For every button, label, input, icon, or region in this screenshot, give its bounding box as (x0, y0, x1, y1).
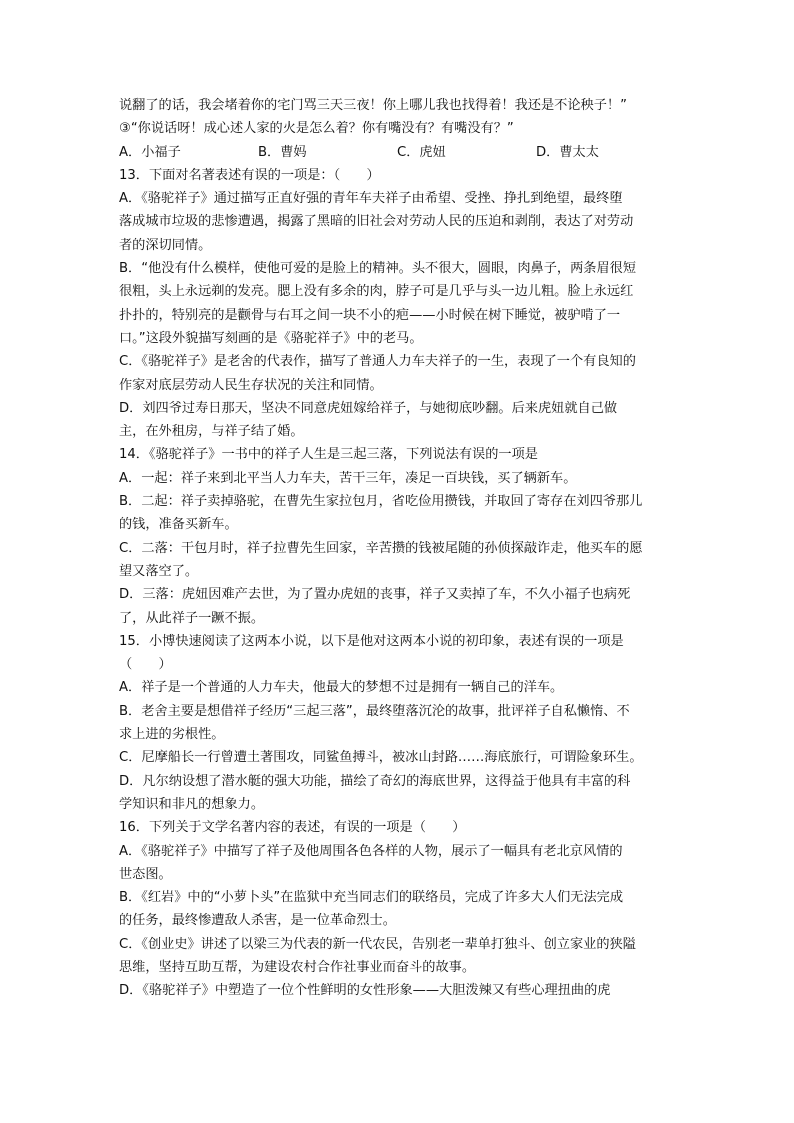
text-line: 口。”这段外貌描写刻画的是《骆驼祥子》中的老马。 (119, 330, 423, 346)
text-line: 思维，坚持互助互帮，为建设农村合作社事业而奋斗的故事。 (119, 959, 476, 975)
text-line: A．《骆驼祥子》通过描写正直好强的青年车夫祥子由希望、受挫、挣扎到绝望，最终堕 (119, 191, 623, 207)
text-line: ③“你说话呀！成心述人家的火是怎么着？你有嘴没有？有嘴没有？” (119, 121, 514, 137)
text-line: 的钱，准备买新车。 (119, 517, 238, 533)
text-line: C．《骆驼祥子》是老舍的代表作，描写了普通人力车夫祥子的一生，表现了一个有良知的 (119, 354, 636, 370)
question-13-stem: 13．下面对名著表述有误的一项是：（ ） (119, 167, 380, 183)
text-line: 扑扑的，特别亮的是颧骨与右耳之间一块不小的疤——小时候在树下睡觉，被驴啃了一 (119, 307, 621, 323)
text-line: 很粗，头上永远剃的发亮。腮上没有多余的肉，脖子可是几乎与头一边儿粗。脸上永远红 (119, 284, 634, 300)
text-line: C．《创业史》讲述了以梁三为代表的新一代农民，告别老一辈单打独斗、创立家业的狭隘 (119, 936, 636, 952)
text-line: 者的深切同情。 (119, 237, 212, 253)
document-page (119, 94, 679, 1003)
option-a: A．小福子 (119, 144, 181, 160)
option-b: B．曹妈 (258, 144, 307, 160)
text-line: 世态图。 (119, 866, 172, 882)
text-line: 主，在外租房，与祥子结了婚。 (119, 424, 304, 440)
text-line: 望又落空了。 (119, 563, 199, 579)
text-line: B．《红岩》中的“小萝卜头”在监狱中充当同志们的联络员，完成了许多大人们无法完成 (119, 890, 624, 906)
text-line: B．“他没有什么模样，使他可爱的是脸上的精神。头不很大，圆眼，肉鼻子，两条眉很短 (119, 261, 637, 277)
text-line: B．老舍主要是想借祥子经历“三起三落”，最终堕落沉沦的故事，批评祥子自私懒惰、不 (119, 703, 630, 719)
text-line: 的任务，最终惨遭敌人杀害，是一位革命烈士。 (119, 913, 396, 929)
answer-options-row (119, 141, 679, 164)
text-line: 学知识和非凡的想象力。 (119, 796, 265, 812)
text-line: 落成城市垃圾的悲惨遭遇，揭露了黑暗的旧社会对劳动人民的压迫和剥削，表达了对劳动 (119, 214, 634, 230)
question-15-stem: 15．小博快速阅读了这两本小说，以下是他对这两本小说的初印象，表述有误的一项是 (119, 633, 624, 649)
text-line: 作家对底层劳动人民生存状况的关注和同情。 (119, 377, 383, 393)
text-line: 求上进的劣根性。 (119, 727, 225, 743)
question-14-stem: 14．《骆驼祥子》一书中的祥子人生是三起三落，下列说法有误的一项是 (119, 447, 538, 463)
option-c: C．虎妞 (397, 144, 446, 160)
text-line: 说翻了的话，我会堵着你的宅门骂三天三夜！你上哪儿我也找得着！我还是不论秧子！” (119, 98, 627, 113)
text-line: （ ） (119, 657, 172, 673)
text-line: A．祥子是一个普通的人力车夫，他最大的梦想不过是拥有一辆自己的洋车。 (119, 680, 564, 696)
text-line: A．一起：祥子来到北平当人力车夫，苦干三年，凑足一百块钱，买了辆新车。 (119, 470, 577, 486)
text-line: C．二落：干包月时，祥子拉曹先生回家，辛苦攒的钱被尾随的孙侦探敲诈走，他买车的愿 (119, 540, 643, 556)
text-line: D．三落：虎妞因难产去世，为了置办虎妞的丧事，祥子又卖掉了车，不久小福子也病死 (119, 587, 631, 603)
text-line: D．刘四爷过寿日那天，坚决不同意虎妞嫁给祥子，与她彻底吵翻。后来虎妞就自己做 (119, 400, 618, 416)
option-d: D．曹太太 (536, 144, 599, 160)
text-line: C．尼摩船长一行曾遭土著围攻，同鲨鱼搏斗，被冰山封路……海底旅行，可谓险象环生。 (119, 750, 643, 766)
text-line: B．二起：祥子卖掉骆驼，在曹先生家拉包月，省吃俭用攒钱，并取回了寄存在刘四爷那儿 (119, 494, 643, 510)
text-line: D．《骆驼祥子》中塑造了一位个性鲜明的女性形象——大胆泼辣又有些心理扭曲的虎 (119, 983, 611, 999)
text-line: A．《骆驼祥子》中描写了祥子及他周围各色各样的人物，展示了一幅具有老北京风情的 (119, 843, 623, 859)
text-line: D．凡尔纳设想了潜水艇的强大功能，描绘了奇幻的海底世界，这得益于他具有丰富的科 (119, 773, 631, 789)
question-16-stem: 16．下列关于文学名著内容的表述，有误的一项是（ ） (119, 820, 466, 836)
text-line: 了，从此祥子一蹶不振。 (119, 610, 265, 626)
